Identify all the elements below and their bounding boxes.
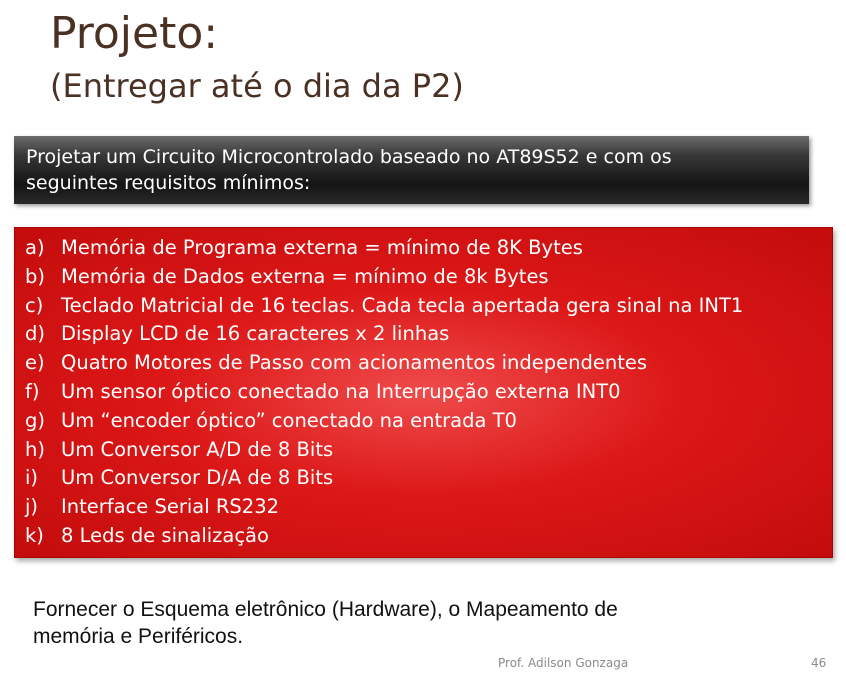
slide-title: Projeto: (50, 8, 219, 59)
requirement-item (25, 378, 822, 407)
requirement-item (25, 320, 822, 349)
requirement-text: Quatro Motores de Passo com acionamentos independentes (61, 351, 648, 375)
requirement-letter: j) (25, 495, 39, 519)
requirement-text: Um “encoder óptico” conectado na entrada T0 (61, 408, 517, 432)
deliverable-text (33, 596, 753, 650)
requirement-letter: d) (25, 322, 45, 346)
requirement-item (25, 522, 822, 551)
requirement-item (25, 436, 822, 465)
requirement-letter: e) (25, 351, 45, 375)
intro-line-2: seguintes requisitos mínimos: (26, 172, 311, 194)
requirement-item (25, 407, 822, 436)
requirement-text: Interface Serial RS232 (61, 495, 280, 519)
requirement-letter: a) (25, 236, 45, 259)
intro-line-1: Projetar um Circuito Microcontrolado baseado no AT89S52 e com os (26, 146, 672, 168)
requirement-item (25, 349, 822, 378)
requirement-letter: b) (25, 264, 45, 288)
requirement-item (25, 464, 822, 493)
intro-box (14, 136, 809, 204)
requirement-letter: f) (25, 379, 40, 403)
requirement-text: Um Conversor D/A de 8 Bits (61, 466, 334, 490)
page-number: 46 (811, 656, 827, 670)
requirement-text: Teclado Matricial de 16 teclas. Cada tecla apertada gera sinal na INT1 (61, 293, 744, 317)
requirements-list (25, 234, 822, 551)
requirement-letter: i) (25, 466, 39, 490)
requirements-box (14, 227, 833, 558)
deliverable-line-1: Fornecer o Esquema eletrônico (Hardware), o Mapeamento de (33, 598, 618, 621)
requirement-item (25, 263, 822, 292)
requirement-letter: c) (25, 293, 44, 317)
requirement-text: 8 Leds de sinalização (61, 523, 269, 547)
slide-subtitle: (Entregar até o dia da P2) (50, 67, 464, 105)
requirement-text: Memória de Dados externa = mínimo de 8k Bytes (61, 264, 549, 288)
requirement-letter: k) (25, 523, 44, 547)
requirement-letter: g) (25, 408, 45, 432)
requirement-text: Display LCD de 16 caracteres x 2 linhas (61, 322, 450, 346)
author-footer: Prof. Adilson Gonzaga (498, 656, 629, 670)
requirement-item (25, 493, 822, 522)
requirement-text: Um Conversor A/D de 8 Bits (61, 437, 334, 461)
requirement-item (25, 234, 822, 263)
requirement-letter: h) (25, 437, 45, 461)
requirement-text: Memória de Programa externa = mínimo de 8K Bytes (61, 236, 583, 259)
deliverable-line-2: memória e Periféricos. (33, 625, 244, 648)
requirement-text: Um sensor óptico conectado na Interrupção externa INT0 (61, 379, 621, 403)
requirement-item (25, 292, 822, 321)
